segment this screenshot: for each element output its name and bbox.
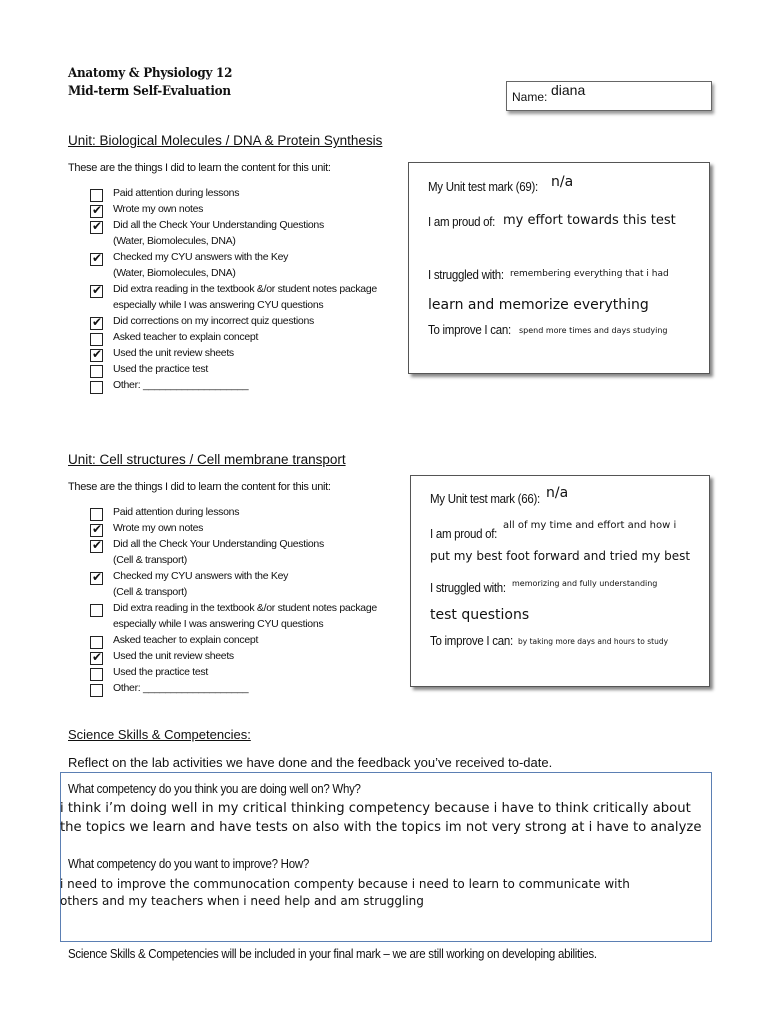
unit1-checkbox-1[interactable] bbox=[90, 205, 103, 218]
skills-question-2: What competency do you want to improve? How? bbox=[68, 857, 309, 871]
unit1-struggled-label: I struggled with: bbox=[428, 268, 504, 282]
unit2-item-0-line-0: Paid attention during lessons bbox=[113, 506, 240, 518]
unit2-checkbox-4[interactable] bbox=[90, 604, 103, 617]
unit2-item-7-line-0: Used the practice test bbox=[113, 666, 208, 678]
unit1-test-mark-label: My Unit test mark (69): bbox=[428, 180, 538, 194]
unit2-item-4-line-0: Did extra reading in the textbook &/or student notes package bbox=[113, 602, 377, 614]
unit1-struggled-value-1[interactable]: remembering everything that i had bbox=[510, 269, 669, 279]
unit2-proud-value-2[interactable]: put my best foot forward and tried my best bbox=[430, 549, 691, 563]
unit1-item-1-line-0: Wrote my own notes bbox=[113, 203, 204, 215]
skills-question-1: What competency do you think you are doing well on? Why? bbox=[68, 782, 361, 796]
unit1-proud-value[interactable]: my effort towards this test bbox=[503, 213, 676, 228]
check-icon: ✔ bbox=[92, 315, 103, 329]
unit1-test-mark-value[interactable]: n/a bbox=[551, 174, 574, 190]
course-title: Anatomy & Physiology 12 bbox=[68, 66, 233, 81]
skills-answer-1-line-1[interactable]: i think i’m doing well in my critical thinking competency because i have to think critically about bbox=[60, 801, 691, 816]
unit1-struggled-value-2[interactable]: learn and memorize everything bbox=[428, 297, 649, 313]
unit1-checkbox-4[interactable] bbox=[90, 285, 103, 298]
check-icon: ✔ bbox=[92, 219, 103, 233]
unit2-proud-label: I am proud of: bbox=[430, 527, 498, 541]
unit1-proud-label: I am proud of: bbox=[428, 215, 496, 229]
unit1-item-4-line-1: especially while I was answering CYU questions bbox=[113, 299, 324, 311]
unit2-item-5-line-0: Asked teacher to explain concept bbox=[113, 634, 259, 646]
unit2-proud-value-1[interactable]: all of my time and effort and how i bbox=[503, 520, 677, 531]
document-title: Mid-term Self-Evaluation bbox=[68, 84, 231, 99]
unit1-checkbox-6[interactable] bbox=[90, 333, 103, 346]
unit2-checkbox-0[interactable] bbox=[90, 508, 103, 521]
unit1-item-8-line-0: Used the practice test bbox=[113, 363, 208, 375]
check-icon: ✔ bbox=[92, 251, 103, 265]
unit1-item-4-line-0: Did extra reading in the textbook &/or student notes package bbox=[113, 283, 377, 295]
unit2-item-2-line-1: (Cell & transport) bbox=[113, 554, 187, 566]
unit1-item-0-line-0: Paid attention during lessons bbox=[113, 187, 240, 199]
unit2-improve-label: To improve I can: bbox=[430, 634, 513, 648]
check-icon: ✔ bbox=[92, 570, 103, 584]
check-icon: ✔ bbox=[92, 347, 103, 361]
unit2-item-1-line-0: Wrote my own notes bbox=[113, 522, 204, 534]
unit2-item-2-line-0: Did all the Check Your Understanding Questions bbox=[113, 538, 324, 550]
check-icon: ✔ bbox=[92, 522, 103, 536]
unit2-checkbox-2[interactable] bbox=[90, 540, 103, 553]
check-icon: ✔ bbox=[92, 538, 103, 552]
unit1-item-7-line-0: Used the unit review sheets bbox=[113, 347, 234, 359]
unit2-struggled-label: I struggled with: bbox=[430, 581, 506, 595]
unit2-struggled-value-2[interactable]: test questions bbox=[430, 607, 530, 623]
unit2-struggled-value-1[interactable]: memorizing and fully understanding bbox=[512, 579, 658, 588]
unit1-checkbox-7[interactable] bbox=[90, 349, 103, 362]
unit1-title: Unit: Biological Molecules / DNA & Protein Synthesis bbox=[68, 133, 383, 148]
unit1-checkbox-0[interactable] bbox=[90, 189, 103, 202]
unit1-item-3-line-0: Checked my CYU answers with the Key bbox=[113, 251, 289, 263]
unit1-item-3-line-1: (Water, Biomolecules, DNA) bbox=[113, 267, 236, 279]
unit2-checkbox-8[interactable] bbox=[90, 684, 103, 697]
unit1-checkbox-2[interactable] bbox=[90, 221, 103, 234]
name-value[interactable]: diana bbox=[551, 82, 586, 98]
unit1-checkbox-9[interactable] bbox=[90, 381, 103, 394]
skills-reflect-prompt: Reflect on the lab activities we have done and the feedback you’ve received to-date. bbox=[68, 755, 553, 770]
unit2-item-8-line-0: Other: ___________________ bbox=[113, 682, 249, 694]
skills-answer-1-line-2[interactable]: the topics we learn and have tests on also with the topics im not very strong at i have to analyze bbox=[60, 820, 702, 835]
check-icon: ✔ bbox=[92, 650, 103, 664]
unit1-intro: These are the things I did to learn the content for this unit: bbox=[68, 162, 331, 174]
unit1-item-5-line-0: Did corrections on my incorrect quiz questions bbox=[113, 315, 314, 327]
unit2-intro: These are the things I did to learn the content for this unit: bbox=[68, 481, 331, 493]
skills-footer-note: Science Skills & Competencies will be included in your final mark – we are still working on developing abilities. bbox=[68, 947, 597, 961]
skills-answer-2-line-2[interactable]: others and my teachers when i need help and am struggling bbox=[60, 894, 424, 908]
skills-answer-2-line-1[interactable]: i need to improve the communocation compenty because i need to learn to communicate with bbox=[60, 877, 630, 891]
unit1-improve-label: To improve I can: bbox=[428, 323, 511, 337]
name-label: Name: bbox=[512, 90, 548, 104]
unit1-checkbox-3[interactable] bbox=[90, 253, 103, 266]
unit1-checkbox-8[interactable] bbox=[90, 365, 103, 378]
unit1-checkbox-5[interactable] bbox=[90, 317, 103, 330]
unit2-checkbox-5[interactable] bbox=[90, 636, 103, 649]
unit2-checkbox-7[interactable] bbox=[90, 668, 103, 681]
skills-title: Science Skills & Competencies: bbox=[68, 727, 251, 742]
unit2-test-mark-value[interactable]: n/a bbox=[546, 485, 569, 501]
unit1-improve-value[interactable]: spend more times and days studying bbox=[519, 326, 668, 335]
unit2-checkbox-6[interactable] bbox=[90, 652, 103, 665]
check-icon: ✔ bbox=[92, 283, 103, 297]
unit2-checkbox-3[interactable] bbox=[90, 572, 103, 585]
unit2-item-3-line-0: Checked my CYU answers with the Key bbox=[113, 570, 289, 582]
unit1-item-6-line-0: Asked teacher to explain concept bbox=[113, 331, 259, 343]
unit2-item-3-line-1: (Cell & transport) bbox=[113, 586, 187, 598]
unit1-item-9-line-0: Other: ___________________ bbox=[113, 379, 249, 391]
unit1-item-2-line-0: Did all the Check Your Understanding Questions bbox=[113, 219, 324, 231]
check-icon: ✔ bbox=[92, 203, 103, 217]
unit2-title: Unit: Cell structures / Cell membrane transport bbox=[68, 452, 346, 467]
unit2-checkbox-1[interactable] bbox=[90, 524, 103, 537]
unit2-improve-value[interactable]: by taking more days and hours to study bbox=[518, 637, 669, 646]
unit1-item-2-line-1: (Water, Biomolecules, DNA) bbox=[113, 235, 236, 247]
unit2-test-mark-label: My Unit test mark (66): bbox=[430, 492, 540, 506]
unit2-item-6-line-0: Used the unit review sheets bbox=[113, 650, 234, 662]
unit2-item-4-line-1: especially while I was answering CYU questions bbox=[113, 618, 324, 630]
